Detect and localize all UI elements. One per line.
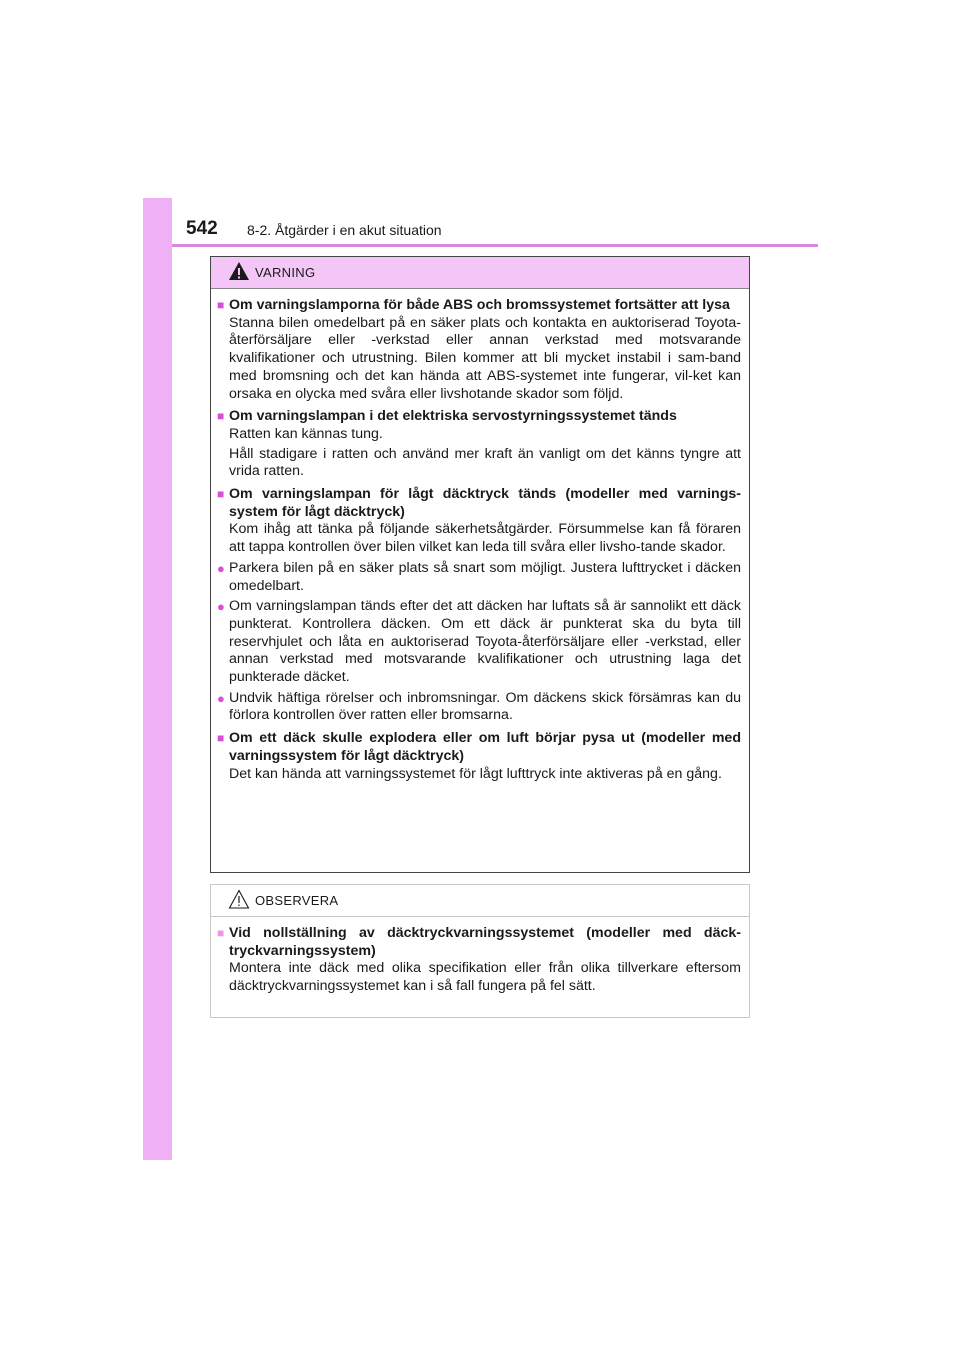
list-item: ● Undvik häftiga rörelser och inbromsningar. Om däckens skick försämras kan du förlora kontrollen över ratten eller bromsarna.	[217, 689, 741, 724]
warning-box	[210, 256, 750, 873]
warning-label: VARNING	[255, 265, 316, 280]
item-title: Om varningslampan i det elektriska servostyrningssystemet tänds	[229, 408, 677, 425]
item-title: Om varningslampan för lågt däcktryck tänds (modeller med varnings-system för lågt däcktryck)	[229, 486, 741, 520]
list-item: ● Parkera bilen på en säker plats så snart som möjligt. Justera lufttrycket i däcken omedelbart.	[217, 559, 741, 594]
notice-item-reset	[217, 925, 741, 996]
item-title: Om varningslamporna för både ABS och bromssystemet fortsätter att lysa	[229, 297, 730, 313]
circle-bullet-icon: ●	[217, 560, 225, 576]
warning-content	[211, 289, 749, 783]
warning-item-low-tire-pressure	[217, 486, 741, 725]
notice-box	[210, 884, 750, 1018]
item-paragraph: Stanna bilen omedelbart på en säker plats och kontakta en auktoriserad Toyota-återförsäljare eller -verkstad eller annan verkstad med motsvarande kvalifikationer och utrustning. Bilen kommer att bli mycket instabil i sam-band med bromsning och det kan hända att ABS-systemet inte fungerar, vil-ket kan orsaka en olycka med svåra eller livshotande skador som följd.	[229, 314, 741, 402]
item-title: Om ett däck skulle explodera eller om luft börjar pysa ut (modeller med varningssystem för lågt däcktryck)	[229, 730, 741, 764]
section-title: 8-2. Åtgärder i en akut situation	[247, 222, 442, 238]
square-bullet-icon: ■	[217, 926, 225, 940]
notice-content	[211, 917, 749, 996]
item-title: Vid nollställning av däcktryckvarningssystemet (modeller med däck-tryckvarningssystem)	[229, 925, 741, 959]
item-paragraph: Det kan hända att varningssystemet för lågt lufttryck inte aktiveras på en gång.	[229, 765, 722, 782]
notice-header	[211, 885, 749, 917]
warning-triangle-icon	[228, 261, 250, 281]
chapter-sidebar-tab	[143, 198, 172, 1160]
square-bullet-icon: ■	[217, 731, 225, 746]
square-bullet-icon: ■	[217, 409, 225, 424]
page-number: 542	[186, 218, 218, 239]
square-bullet-icon: ■	[217, 487, 225, 502]
square-bullet-icon: ■	[217, 298, 225, 312]
warning-header	[211, 257, 749, 289]
warning-item-abs	[217, 297, 741, 403]
item-paragraph: Kom ihåg att tänka på följande säkerhetsåtgärder. Försummelse kan få föraren att tappa kontrollen över bilen vilket kan leda till svåra eller livsho-tande skador.	[229, 521, 741, 556]
warning-item-power-steering	[217, 408, 741, 481]
caution-triangle-icon	[228, 889, 250, 909]
list-item: ● Om varningslampan tänds efter det att däcken har luftats så är sannolikt ett däck punkterat. Kontrollera däcken. Om ett däck är punkterat ska du byta till reservhjulet och låta en auktoriserad Toyota-återförsäljare eller -verkstad, eller annan verkstad med motsvarande kvalifikationer och utrustning laga det punkterade däcket.	[217, 598, 741, 686]
item-paragraph: Ratten kan kännas tung.	[229, 425, 383, 442]
notice-label: OBSERVERA	[255, 893, 339, 908]
warning-item-tire-burst	[217, 730, 741, 783]
circle-bullet-icon: ●	[217, 690, 225, 706]
header-rule	[172, 244, 818, 247]
circle-bullet-icon: ●	[217, 599, 225, 615]
item-paragraph: Montera inte däck med olika specifikation eller från olika tillverkare eftersom däcktryckvarningssystemet kan i så fall fungera på fel sätt.	[229, 960, 741, 995]
item-paragraph: Håll stadigare i ratten och använd mer kraft än vanligt om det känns tyngre att vrida ratten.	[229, 445, 741, 480]
